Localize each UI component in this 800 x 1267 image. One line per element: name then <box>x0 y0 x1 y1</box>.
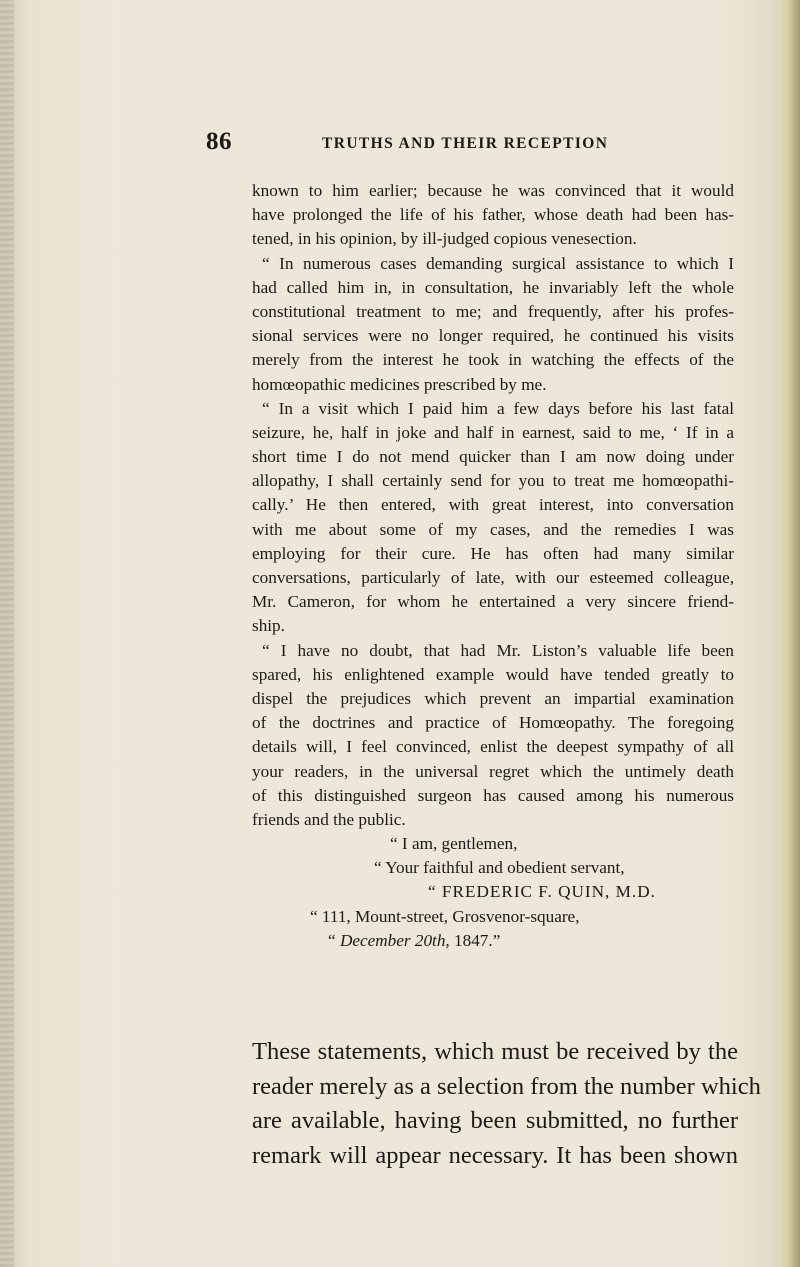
date-italic: December 20th, <box>339 930 450 950</box>
text-line: These statements, which must be received by the <box>252 1038 738 1065</box>
text-line: ship. <box>252 616 285 636</box>
text-line: details will, I feel convinced, enlist the deepest sympathy of all <box>252 737 734 757</box>
closing-paragraph <box>252 1035 761 1173</box>
address-street: “ 111, Mount-street, Grosvenor-square, <box>310 906 580 926</box>
text-line: “ In numerous cases demanding surgical assistance to which I <box>262 253 734 273</box>
text-line: remark will appear necessary. It has been shown <box>252 1141 738 1169</box>
letter-body <box>252 179 734 953</box>
text-line: known to him earlier; because he was convinced that it would <box>252 181 734 200</box>
text-line: merely from the interest he took in watching the effects of the <box>252 350 734 370</box>
text-line: homœopathic medicines prescribed by me. <box>252 374 547 394</box>
text-line: allopathy, I shall certainly send for you to treat me homœopathi- <box>252 471 734 491</box>
text-line: of the doctrines and practice of Homœopathy. The foregoing <box>252 713 734 733</box>
text-line: with me about some of my cases, and the remedies I was <box>252 519 734 539</box>
text-line: are available, having been submitted, no further <box>252 1107 738 1134</box>
text-line: dispel the prejudices which prevent an impartial examination <box>252 688 734 708</box>
running-head: TRUTHS AND THEIR RECEPTION <box>322 135 609 152</box>
page-number: 86 <box>206 128 232 155</box>
text-line: seizure, he, half in joke and half in earnest, said to me, ‘ If in a <box>252 422 734 442</box>
date-year: 1847.” <box>449 930 501 950</box>
page-gutter <box>0 0 14 1267</box>
text-line: your readers, in the universal regret which the untimely death <box>252 761 734 781</box>
text-line: spared, his enlightened example would have tended greatly to <box>252 664 734 684</box>
text-line: of this distinguished surgeon has caused among his numerous <box>252 785 734 805</box>
closing-line: “ I am, gentlemen, <box>390 834 518 854</box>
text-line: “ In a visit which I paid him a few days before his last fatal <box>262 398 734 418</box>
text-line: friends and the public. <box>252 809 406 829</box>
text-line: have prolonged the life of his father, whose death had been has- <box>252 205 734 225</box>
closing-line: “ Your faithful and obedient servant, <box>374 858 625 878</box>
text-line: cally.’ He then entered, with great interest, into conversation <box>252 495 734 515</box>
text-line: employing for their cure. He has often had many similar <box>252 543 734 563</box>
text-line: had called him in, in consultation, he invariably left the whole <box>252 277 734 297</box>
text-line: reader merely as a selection from the number which <box>252 1072 761 1100</box>
text-line: tened, in his opinion, by ill-judged copious venesection. <box>252 229 637 249</box>
text-line: conversations, particularly of late, with our esteemed colleague, <box>252 568 734 587</box>
page-edge <box>778 0 800 1267</box>
date-prefix: “ <box>328 930 340 950</box>
signature-name: “ FREDERIC F. QUIN, M.D. <box>428 882 656 902</box>
text-line: short time I do not mend quicker than I am now doing under <box>252 447 734 467</box>
text-line: Mr. Cameron, for whom he entertained a very sincere friend- <box>252 592 734 612</box>
address-date <box>252 929 734 953</box>
text-line: constitutional treatment to me; and frequently, after his profes- <box>252 301 734 321</box>
page-header <box>206 128 746 164</box>
text-line: sional services were no longer required, he continued his visits <box>252 326 734 346</box>
text-line: “ I have no doubt, that had Mr. Liston’s valuable life been <box>262 640 734 660</box>
